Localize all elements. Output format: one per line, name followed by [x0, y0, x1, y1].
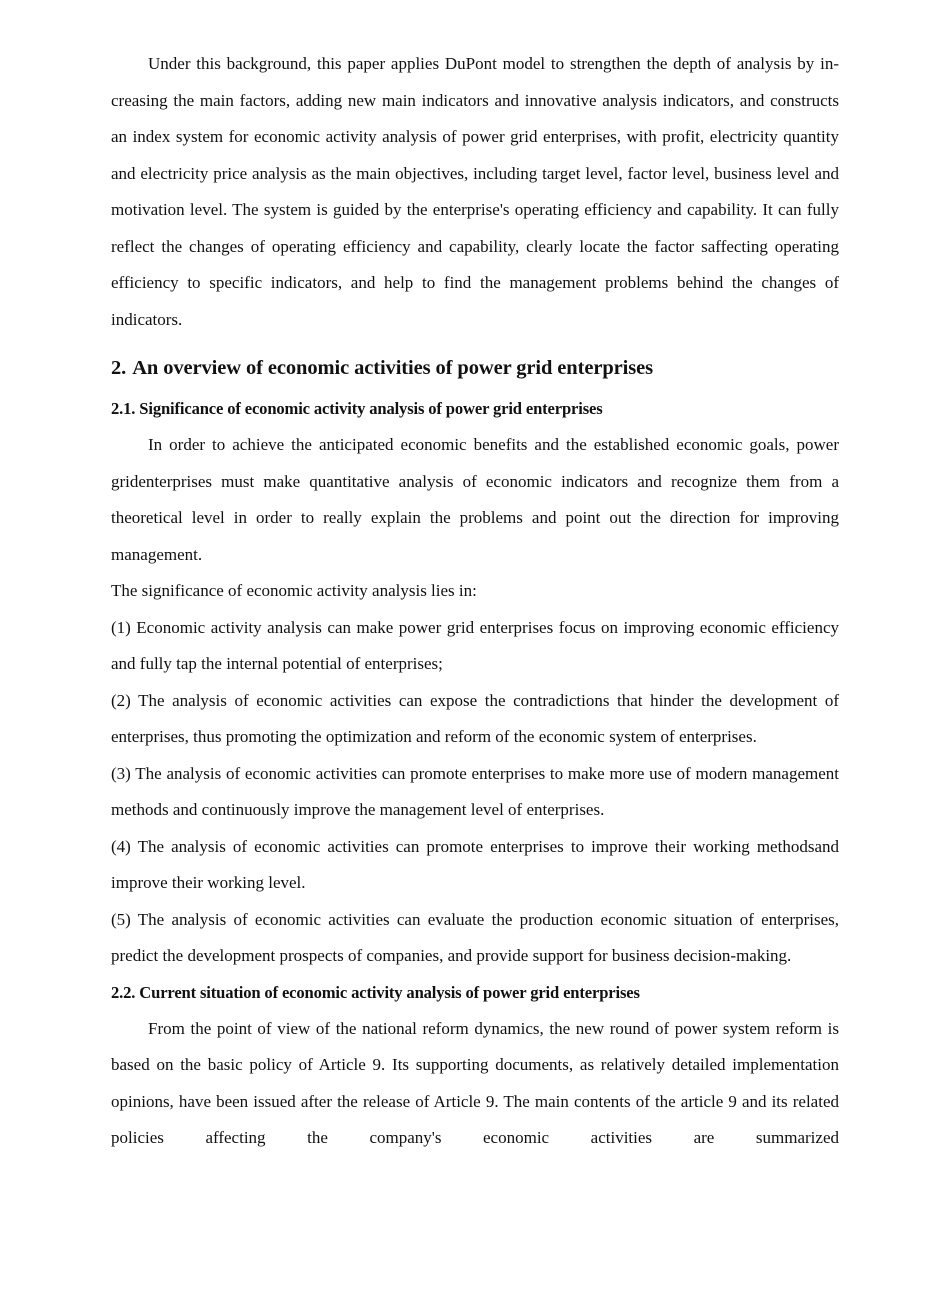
- subsection-2-1-paragraph: In order to achieve the anticipated economic benefits and the established economic goals, power gridenterprises must make quantitative analysis of economic indicators and recognize them from a theoretical level in order to really explain the problems and point out the direction for improving management.: [111, 435, 839, 564]
- intro-paragraph: Under this background, this paper applies DuPont model to strengthen the depth of analysis by in-creasing the main factors, adding new main indicators and innovative analysis indicators, and constructs an index system for economic activity analysis of power grid enterprises, with profit, electricity quantity and electricity price analysis as the main objectives, including target level, factor level, business level and motivation level. The system is guided by the enterprise's operating efficiency and capability. It can fully reflect the changes of operating efficiency and capability, clearly locate the factor saffecting operating efficiency to specific indicators, and help to find the management problems behind the changes of indicators.: [111, 54, 839, 329]
- section-2-heading: [111, 338, 839, 384]
- significance-list-item-4: (4) The analysis of economic activities can promote enterprises to improve their working methodsand improve their working level.: [111, 836, 839, 892]
- significance-list-item-5: (5) The analysis of economic activities can evaluate the production economic situation of enterprises, predict the development prospects of companies, and provide support for business decision-making.: [111, 909, 839, 965]
- section-2-title: An overview of economic activities of power grid enterprises: [132, 357, 653, 379]
- section-2-number: 2.: [111, 357, 127, 379]
- subsection-2-2-paragraph: From the point of view of the national reform dynamics, the new round of power system reform is based on the basic policy of Article 9. Its supporting documents, as relatively detailed implementation opinions, have been issued after the release of Article 9. The main contents of the article 9 and its related policies affecting the company's economic activities are summarized: [111, 1018, 839, 1147]
- subsection-2-1-heading: 2.1. Significance of economic activity analysis of power grid enterprises: [111, 399, 603, 418]
- significance-list-item-3: (3) The analysis of economic activities can promote enterprises to make more use of modern management methods and continuously improve the management level of enterprises.: [111, 763, 839, 819]
- significance-list-item-1: (1) Economic activity analysis can make power grid enterprises focus on improving economic efficiency and fully tap the internal potential of enterprises;: [111, 617, 839, 673]
- significance-list-intro: The significance of economic activity analysis lies in:: [111, 581, 477, 600]
- significance-list-item-2: (2) The analysis of economic activities can expose the contradictions that hinder the development of enterprises, thus promoting the optimization and reform of the economic system of enterprises.: [111, 690, 839, 746]
- subsection-2-2-heading: 2.2. Current situation of economic activity analysis of power grid enterprises: [111, 982, 640, 1002]
- document-page: [111, 46, 839, 1157]
